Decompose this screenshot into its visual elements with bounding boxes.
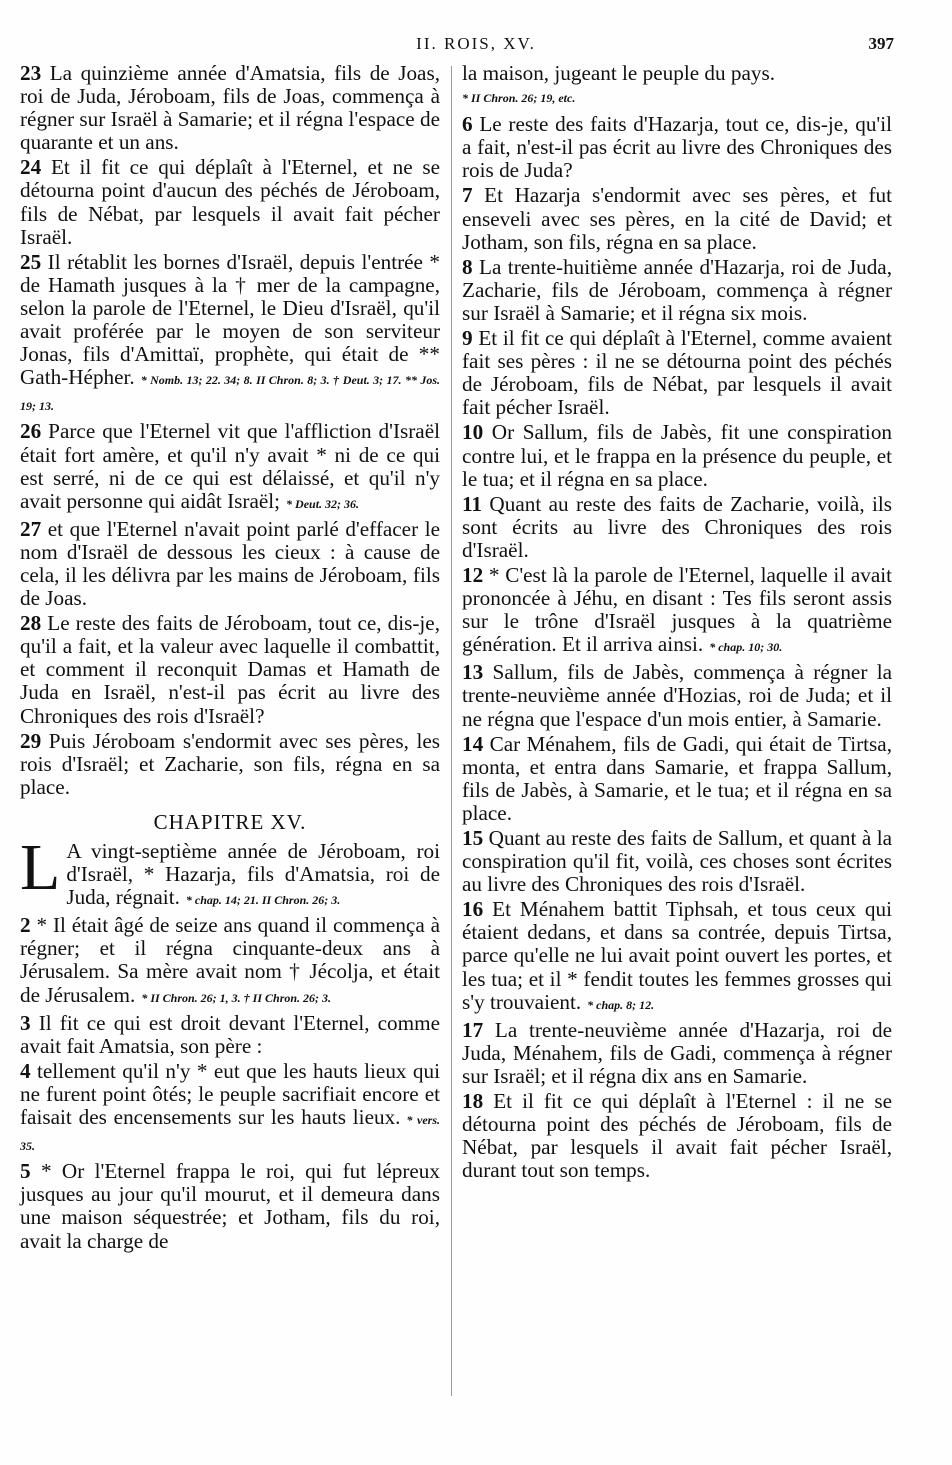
- verse-9: [462, 327, 892, 419]
- verse-text: tellement qu'il n'y * eut que les hauts lieux qui ne furent point ôtés; le peuple sacrifiait encore et faisait des encensements sur les hauts lieux.: [20, 1058, 440, 1130]
- verse-13: [462, 661, 892, 730]
- verse-number: 17: [462, 1017, 484, 1042]
- verse-25: [20, 251, 440, 419]
- verse-1: [20, 831, 440, 912]
- verse-text: * Or l'Eternel frappa le roi, qui fut lépreux jusques au jour qu'il mourut, et il demeura dans une maison séquestrée; et Jotham, fils du roi, avait la charge de: [20, 1159, 440, 1253]
- verse-text: Le reste des faits d'Hazarja, tout ce, dis-je, qu'il a fait, n'est-il pas écrit au livre des Chroniques des rois de Juda?: [462, 112, 893, 183]
- cross-reference: * II Chron. 26; 19, etc.: [462, 91, 576, 106]
- verse-number: 14: [462, 731, 484, 756]
- verse-number: 27: [20, 516, 42, 541]
- verse-8: [462, 256, 892, 325]
- verse-text: La trente-huitième année d'Hazarja, roi de Juda, Zacharie, fils de Jéroboam, commença à régner sur Israël à Samarie; et il régna six mois.: [462, 254, 893, 325]
- verse-text: la maison, jugeant le peuple du pays.: [462, 61, 776, 85]
- verse-number: 28: [20, 611, 42, 636]
- verse-number: 18: [462, 1089, 484, 1114]
- verse-text: * C'est là la parole de l'Eternel, laquelle il avait prononcée à Jéhu, en disant : Tes fils seront assis sur le trône d'Israël jusques à la quatrième génération. Et il arriva ainsi.: [462, 562, 892, 657]
- verse-list: [20, 914, 440, 1252]
- verse-7: [462, 184, 892, 253]
- verse-23: [20, 62, 440, 154]
- verse-number: 7: [462, 183, 473, 208]
- verse-number: 10: [462, 420, 484, 445]
- verse-6: [462, 113, 892, 182]
- verse-text: * Il était âgé de seize ans quand il commença à régner; et il régna cinquante-deux ans à Jérusalem. Sa mère avait nom † Jécolja, et était de Jérusalem.: [20, 913, 441, 1007]
- verse-number: 15: [462, 826, 484, 850]
- verse-number: 13: [462, 660, 484, 685]
- verse-number: 12: [462, 562, 484, 587]
- column-divider: [451, 66, 452, 1396]
- verse-text: Et il fit ce qui déplaît à l'Eternel : il ne se détourna point des péchés de Jéroboam, fils de Nébat, par lesquels il avait fait pécher Israël, durant tout son temps.: [462, 1089, 893, 1183]
- verse-14: [462, 733, 892, 825]
- verse-number: 5: [20, 1159, 31, 1184]
- verse-text: Et il fit ce qui déplaît à l'Eternel, comme avaient fait ses pères : il ne se détourna point des péchés de Jéroboam, fils de Nébat, par lesquels il avait fait pécher Israël.: [462, 326, 892, 420]
- cross-reference: * chap. 10; 30.: [709, 640, 783, 655]
- verse-text: Car Ménahem, fils de Gadi, qui était de Tirtsa, monta, et entra dans Samarie, et frappa Sallum, fils de Jabès, à Samarie, et le tua; et il régna en sa place.: [462, 731, 892, 825]
- verse-4: [20, 1060, 440, 1158]
- verse-text: Sallum, fils de Jabès, commença à régner la trente-neuvième année d'Hozias, roi de Juda; et il ne régna que l'espace d'un mois entier, à Samarie.: [462, 660, 893, 731]
- verse-text: Puis Jéroboam s'endormit avec ses pères, les rois d'Israël; et Zacharie, son fils, régna en sa place.: [20, 728, 440, 799]
- verse-2: [20, 914, 440, 1009]
- verse-number: 26: [20, 419, 42, 444]
- verse-text: Quant au reste des faits de Zacharie, voilà, ils sont écrits au livre des Chroniques des rois d'Israël.: [462, 491, 893, 562]
- cross-reference: * chap. 8; 12.: [587, 997, 655, 1012]
- verse-number: 3: [20, 1010, 31, 1035]
- verse-16: [462, 898, 892, 1016]
- cross-reference: * Nomb. 13; 22. 34; 8. II Chron. 8; 3. † Deut. 3; 17. ** Jos. 19; 13.: [20, 373, 440, 414]
- verse-12: [462, 564, 892, 659]
- verse-text: Il rétablit les bornes d'Israël, depuis l'entrée * de Hamath jusques à la † mer de la campagne, selon la parole de l'Eternel, le Dieu d'Israël, qu'il avait proférée par le moyen de son serviteur Jonas, fils d'Amittaï, prophète, qui était de ** Gath-Hépher.: [20, 249, 441, 390]
- verse-text: Et Ménahem battit Tiphsah, et tous ceux qui étaient dedans, et dans sa contrée, depuis Tirtsa, parce qu'elle ne lui avait point ouvert les portes, et les tua; et il * fendit toutes les femmes grosses qui s'y trouvaient.: [462, 897, 892, 1014]
- verse-number: 8: [462, 254, 473, 279]
- verse-list: [20, 62, 440, 799]
- cross-reference: * Deut. 32; 36.: [286, 496, 360, 511]
- verse-text: Et il fit ce qui déplaît à l'Eternel, et ne se détourna point d'aucun des péchés de Jéroboam, fils de Nébat, par lesquels il avait fait pécher Israël.: [20, 155, 441, 249]
- verse-28: [20, 612, 440, 727]
- verse-continuation: [462, 62, 892, 85]
- verse-3: [20, 1012, 440, 1058]
- verse-text: La trente-neuvième année d'Hazarja, roi de Juda, Ménahem, fils de Gadi, commença à régner sur Israël; et il régna dix ans en Samarie.: [462, 1017, 892, 1088]
- cross-reference: * vers. 35.: [20, 1113, 440, 1154]
- verse-text: Parce que l'Eternel vit que l'affliction d'Israël était fort amère, et qu'il n'y avait * ni de ce qui est serré, ni de ce qui est délaissé, et qu'il n'y avait personne qui aidât Israël;: [20, 419, 440, 513]
- verse-text: Et Hazarja s'endormit avec ses pères, et fut enseveli avec ses pères, en la cité de David; et Jotham, son fils, régna en sa place.: [462, 183, 892, 254]
- verse-text: Quant au reste des faits de Sallum, et quant à la conspiration qu'il fit, voilà, ces choses sont écrites au livre des Chroniques des rois d'Israël.: [462, 826, 892, 897]
- verse-15: [462, 827, 892, 896]
- verse-number: 24: [20, 155, 42, 180]
- drop-cap: L: [20, 831, 61, 904]
- verse-11: [462, 493, 892, 562]
- verse-number: 29: [20, 728, 42, 753]
- verse-number: 23: [20, 61, 42, 85]
- verse-number: 25: [20, 249, 42, 274]
- verse-number: 11: [462, 491, 483, 516]
- verse-text: et que l'Eternel n'avait point parlé d'effacer le nom d'Israël de dessous les cieux : à cause de cela, il les délivra par les mains de Jéroboam, fils de Joas.: [20, 516, 440, 611]
- left-column: [20, 62, 440, 1255]
- verse-text: Il fit ce qui est droit devant l'Eternel, comme avait fait Amatsia, son père :: [20, 1010, 441, 1058]
- verse-17: [462, 1019, 892, 1088]
- verse-29: [20, 730, 440, 799]
- cross-reference: * II Chron. 26; 1, 3. † II Chron. 26; 3.: [141, 990, 332, 1005]
- verse-list: [462, 113, 892, 1182]
- verse-number: 16: [462, 897, 484, 922]
- right-column: [462, 62, 892, 1184]
- verse-18: [462, 1090, 892, 1182]
- cross-reference: * chap. 14; 21. II Chron. 26; 3.: [185, 893, 341, 908]
- verse-number: 4: [20, 1058, 31, 1083]
- verse-5: [20, 1160, 440, 1252]
- verse-24: [20, 156, 440, 248]
- running-title: II. ROIS, XV.: [416, 34, 536, 53]
- verse-text: A vingt-septième année de Jéroboam, roi d'Israël, * Hazarja, fils d'Amatsia, roi de Juda, régnait.: [66, 839, 440, 910]
- chapter-title: CHAPITRE XV.: [153, 809, 307, 834]
- verse-26: [20, 420, 440, 515]
- verse-number: 2: [20, 913, 31, 938]
- verse-text: La quinzième année d'Amatsia, fils de Joas, roi de Juda, Jéroboam, fils de Joas, commença à régner sur Israël à Samarie; et il régna l'espace de quarante et un ans.: [20, 61, 441, 155]
- verse-10: [462, 421, 892, 490]
- page-number: 397: [868, 34, 894, 53]
- page-header: [0, 30, 952, 58]
- verse-27: [20, 518, 440, 610]
- verse-number: 6: [462, 112, 473, 137]
- verse-text: Or Sallum, fils de Jabès, fit une conspiration contre lui, et le frappa en la présence du peuple, et le tua; et il régna en sa place.: [462, 420, 893, 491]
- verse-number: 9: [462, 326, 473, 351]
- verse-text: Le reste des faits de Jéroboam, tout ce, dis-je, qu'il a fait, et la valeur avec laquelle il combattit, et comment il reconquit Damas et Hamath de Juda en Israël, n'est-il pas écrit au livre des Chroniques des rois d'Israël?: [20, 611, 440, 728]
